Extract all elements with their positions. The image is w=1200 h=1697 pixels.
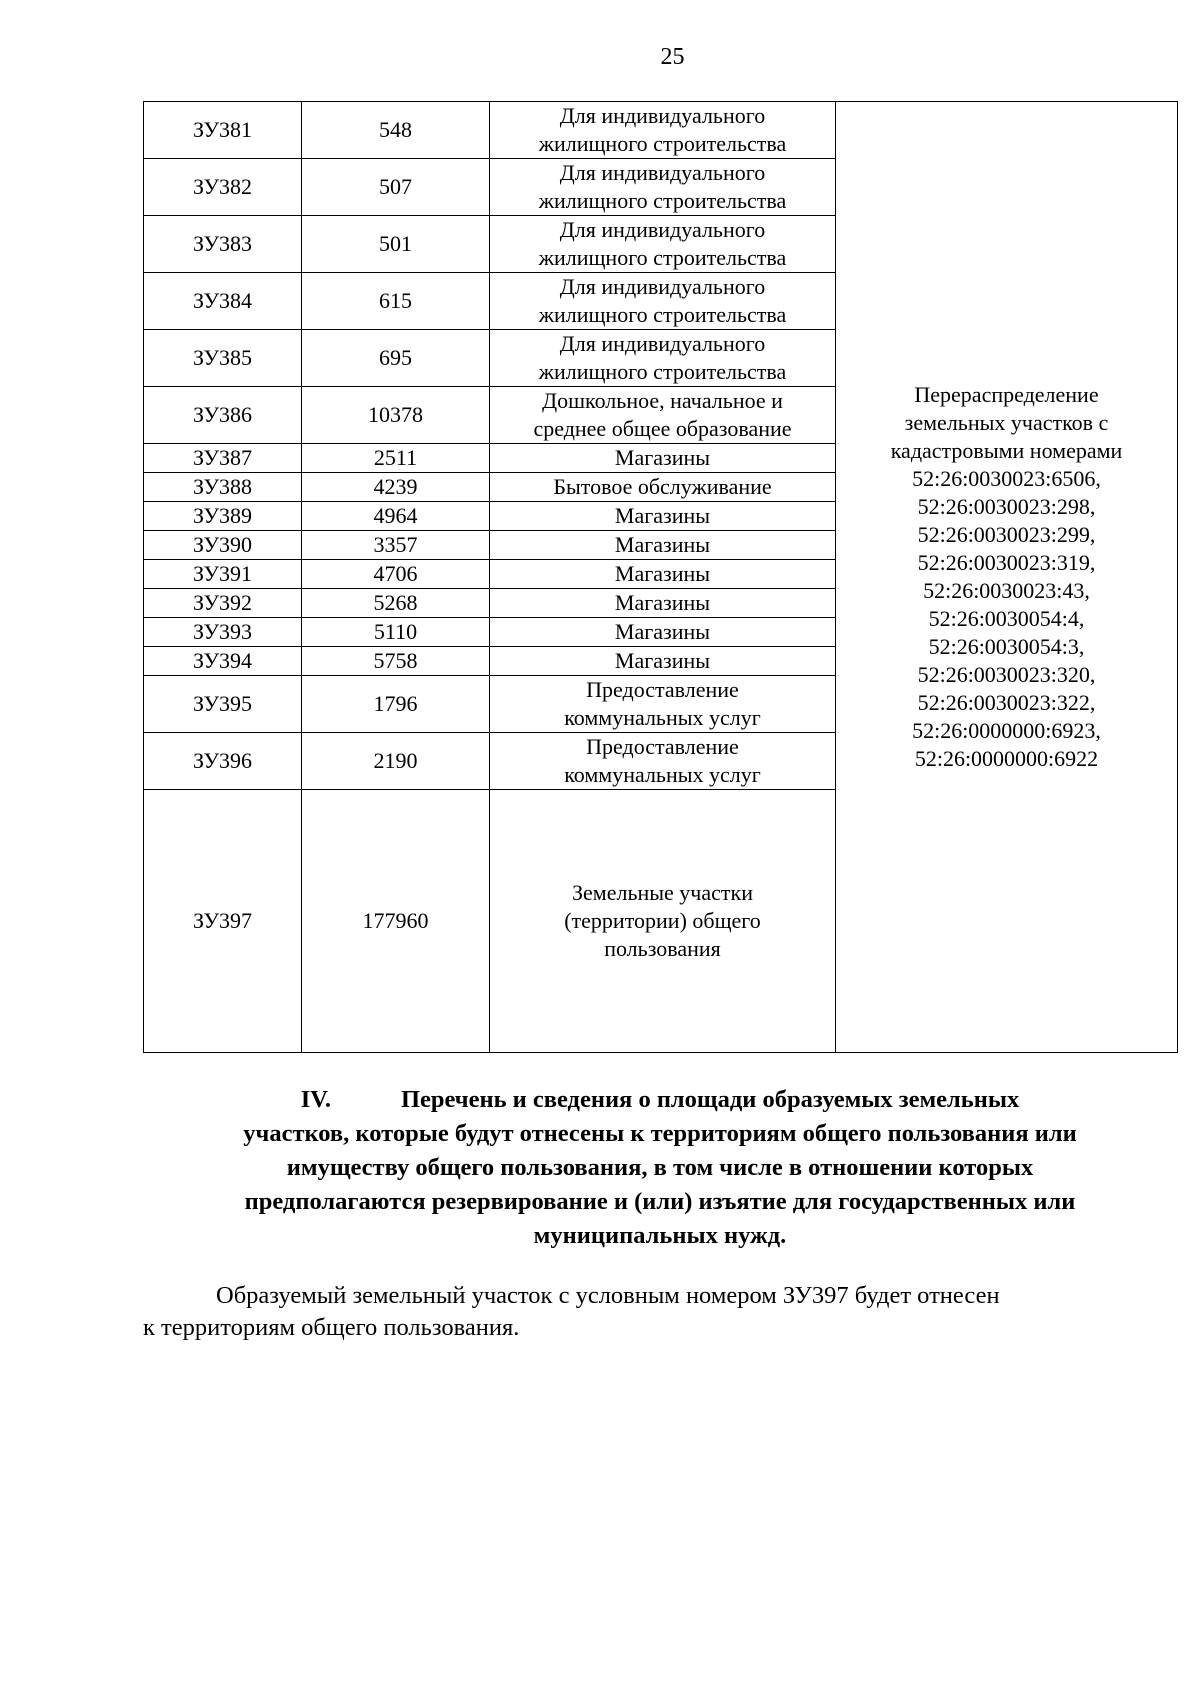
plot-use-line: Для индивидуального bbox=[559, 160, 766, 185]
plot-id-cell: ЗУ392 bbox=[144, 589, 302, 618]
note-line: Перераспределение bbox=[914, 382, 1099, 407]
cadastral-number: 52:26:0030023:298, bbox=[917, 494, 1096, 519]
cadastral-number: 52:26:0030054:3, bbox=[928, 634, 1085, 659]
plot-use-cell bbox=[490, 216, 836, 273]
plot-area-cell: 4706 bbox=[302, 560, 490, 589]
section-heading bbox=[143, 1083, 1177, 1253]
plot-area-cell: 4964 bbox=[302, 502, 490, 531]
plot-area-cell: 5268 bbox=[302, 589, 490, 618]
plot-use-cell: Бытовое обслуживание bbox=[490, 473, 836, 502]
plot-use-cell: Магазины bbox=[490, 618, 836, 647]
plot-id-cell: ЗУ395 bbox=[144, 676, 302, 733]
section-title-line: предполагаются резервирование и (или) изъятие для государственных или bbox=[244, 1188, 1076, 1215]
plot-use-cell bbox=[490, 387, 836, 444]
plot-use-cell bbox=[490, 273, 836, 330]
page-number: 25 bbox=[660, 44, 685, 70]
plot-use-line: жилищного строительства bbox=[538, 245, 787, 270]
plot-area-cell: 2511 bbox=[302, 444, 490, 473]
cadastral-number: 52:26:0000000:6922 bbox=[914, 746, 1099, 771]
plot-id-cell: ЗУ397 bbox=[144, 790, 302, 1053]
cadastral-number: 52:26:0030054:4, bbox=[928, 606, 1085, 631]
plot-use-cell: Магазины bbox=[490, 444, 836, 473]
cadastral-number: 52:26:0030023:322, bbox=[917, 690, 1096, 715]
plot-id-cell: ЗУ390 bbox=[144, 531, 302, 560]
plot-use-line: Предоставление bbox=[586, 734, 739, 759]
plot-id-cell: ЗУ394 bbox=[144, 647, 302, 676]
plot-id-cell: ЗУ387 bbox=[144, 444, 302, 473]
plot-use-cell: Магазины bbox=[490, 589, 836, 618]
plot-use-line: Земельные участки bbox=[572, 880, 753, 905]
section-title-line: имуществу общего пользования, в том числе в отношении которых bbox=[286, 1154, 1034, 1181]
plot-id-cell: ЗУ396 bbox=[144, 733, 302, 790]
plot-area-cell: 5110 bbox=[302, 618, 490, 647]
plot-use-line: жилищного строительства bbox=[538, 359, 787, 384]
plot-id-cell: ЗУ388 bbox=[144, 473, 302, 502]
plot-area-cell: 4239 bbox=[302, 473, 490, 502]
plot-id-cell: ЗУ384 bbox=[144, 273, 302, 330]
plot-use-cell bbox=[490, 330, 836, 387]
plot-area-cell: 501 bbox=[302, 216, 490, 273]
plot-use-cell bbox=[490, 102, 836, 159]
cadastral-number: 52:26:0030023:6506, bbox=[912, 466, 1101, 491]
plot-use-line: коммунальных услуг bbox=[564, 705, 761, 730]
plot-use-line: жилищного строительства bbox=[538, 302, 787, 327]
plot-id-cell: ЗУ391 bbox=[144, 560, 302, 589]
plot-area-cell: 2190 bbox=[302, 733, 490, 790]
plot-id-cell: ЗУ389 bbox=[144, 502, 302, 531]
section-number: IV. bbox=[300, 1086, 331, 1113]
plot-area-cell: 5758 bbox=[302, 647, 490, 676]
plot-use-cell: Магазины bbox=[490, 531, 836, 560]
plot-id-cell: ЗУ382 bbox=[144, 159, 302, 216]
plot-area-cell: 507 bbox=[302, 159, 490, 216]
paragraph-line: Образуемый земельный участок с условным номером ЗУ397 будет отнесен bbox=[216, 1282, 1000, 1309]
cadastral-number: 52:26:0030023:43, bbox=[923, 578, 1090, 603]
plot-use-cell bbox=[490, 733, 836, 790]
cadastral-number: 52:26:0030023:319, bbox=[917, 550, 1096, 575]
note-line: кадастровыми номерами bbox=[890, 438, 1123, 463]
plot-area-cell: 695 bbox=[302, 330, 490, 387]
plot-use-line: Для индивидуального bbox=[559, 217, 766, 242]
cadastral-number: 52:26:0030023:320, bbox=[917, 662, 1096, 687]
plot-id-cell: ЗУ385 bbox=[144, 330, 302, 387]
plot-use-line: пользования bbox=[604, 936, 721, 961]
plot-area-cell: 615 bbox=[302, 273, 490, 330]
plot-use-line: Предоставление bbox=[586, 677, 739, 702]
section-title-line: Перечень и сведения о площади образуемых земельных bbox=[400, 1086, 1020, 1113]
plot-id-cell: ЗУ383 bbox=[144, 216, 302, 273]
plot-use-line: коммунальных услуг bbox=[564, 762, 761, 787]
plot-use-line: Для индивидуального bbox=[559, 103, 766, 128]
plot-use-cell: Магазины bbox=[490, 560, 836, 589]
plot-use-line: Для индивидуального bbox=[559, 331, 766, 356]
plot-use-cell bbox=[490, 790, 836, 1053]
plot-area-cell: 177960 bbox=[302, 790, 490, 1053]
plot-use-line: среднее общее образование bbox=[533, 416, 792, 441]
plot-id-cell: ЗУ381 bbox=[144, 102, 302, 159]
plot-use-line: Для индивидуального bbox=[559, 274, 766, 299]
paragraph-line: к территориям общего пользования. bbox=[143, 1314, 520, 1341]
plot-use-line: Дошкольное, начальное и bbox=[542, 388, 783, 413]
plot-use-cell bbox=[490, 159, 836, 216]
plot-id-cell: ЗУ393 bbox=[144, 618, 302, 647]
plot-use-line: (территории) общего bbox=[564, 908, 761, 933]
redistribution-note-cell bbox=[836, 102, 1178, 1053]
plot-use-cell bbox=[490, 676, 836, 733]
plot-use-cell: Магазины bbox=[490, 502, 836, 531]
land-plots-table bbox=[143, 101, 1178, 1053]
plot-area-cell: 10378 bbox=[302, 387, 490, 444]
section-title-line: муниципальных нужд. bbox=[533, 1222, 787, 1249]
plot-use-cell: Магазины bbox=[490, 647, 836, 676]
plot-area-cell: 1796 bbox=[302, 676, 490, 733]
section-title-line: участков, которые будут отнесены к территориям общего пользования или bbox=[243, 1120, 1077, 1147]
plot-use-line: жилищного строительства bbox=[538, 188, 787, 213]
body-paragraph bbox=[143, 1280, 1177, 1344]
plot-area-cell: 3357 bbox=[302, 531, 490, 560]
plot-id-cell: ЗУ386 bbox=[144, 387, 302, 444]
cadastral-number: 52:26:0030023:299, bbox=[917, 522, 1096, 547]
cadastral-number: 52:26:0000000:6923, bbox=[912, 718, 1101, 743]
note-line: земельных участков с bbox=[904, 410, 1109, 435]
plot-area-cell: 548 bbox=[302, 102, 490, 159]
table-row bbox=[144, 102, 1178, 159]
plot-use-line: жилищного строительства bbox=[538, 131, 787, 156]
